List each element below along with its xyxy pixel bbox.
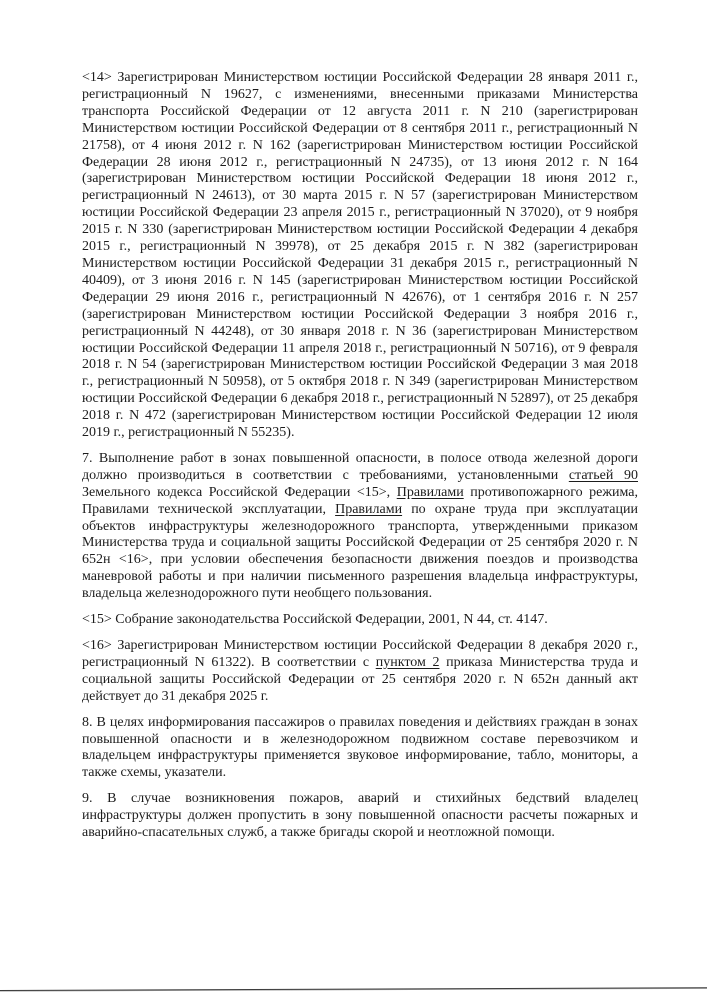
text-run: <14> Зарегистрирован Министерством юстиции Российской Федерации 28 января 2011 г., регистрационный N 19627, с изменениями, внесенными приказами Министерства транспорта Российской Федерации от 12 августа 2011 г. N 210 (зарегистрирован Министерством юстиции Российской Федерации от 8 сентября 2011 г., регистрационный N 21758), от 4 июня 2012 г. N 162 (зарегистрирован Министерством юстиции Российской Федерации 28 июня 2012 г., регистрационный N 24735), от 13 июня 2012 г. N 164 (зарегистрирован Министерством юстиции Российской Федерации 18 июня 2012 г., регистрационный N 24613), от 30 марта 2015 г. N 57 (зарегистрирован Министерством юстиции Российской Федерации 23 апреля 2015 г., регистрационный N 37020), от 9 ноября 2015 г. N 330 (зарегистрирован Министерством юстиции Российской Федерации 4 декабря 2015 г., регистрационный N 39978), от 25 декабря 2015 г. N 382 (зарегистрирован Министерством юстиции Российской Федерации 31 декабря 2015 г., регистрационный N 40409), от 3 июня 2016 г. N 145 (зарегистрирован Министерством юстиции Российской Федерации 29 июня 2016 г., регистрационный N 42676), от 1 сентября 2016 г. N 257 (зарегистрирован Министерством юстиции Российской Федерации 3 ноября 2016 г., регистрационный N 44248), от 30 января 2018 г. N 36 (зарегистрирован Министерством юстиции Российской Федерации 11 апреля 2018 г., регистрационный N 50716), от 9 февраля 2018 г. N 54 (зарегистрирован Министерством юстиции Российской Федерации 3 мая 2018 г., регистрационный N 50958), от 5 октября 2018 г. N 349 (зарегистрирован Министерством юстиции Российской Федерации 6 декабря 2018 г., регистрационный N 52897), от 25 декабря 2018 г. N 472 (зарегистрирован Министерством юстиции Российской Федерации 12 июля 2019 г., регистрационный N 55235). (82, 70, 638, 441)
text-run: 9. В случае возникновения пожаров, аварий и стихийных бедствий владелец инфраструктуры должен пропустить в зону повышенной опасности расчеты пожарных и аварийно-спасательных служб, а также бригады скорой и неотложной помощи. (82, 791, 638, 841)
text-run: Земельного кодекса Российской Федерации <15>, (82, 484, 397, 500)
inline-link[interactable]: пунктом 2 (375, 654, 440, 670)
text-run: по охране труда при эксплуатации объектов инфраструктуры железнодорожного транспорта, утвержденными приказом Министерства труда и социальной защиты Российской Федерации от 25 сентября 2020 г. N 652н <16>, при условии обеспечения безопасности движения поездов и производства маневровой работы и при наличии письменного разрешения владельца инфраструктуры, владельца железнодорожного пути необщего пользования. (82, 501, 638, 602)
inline-link[interactable]: статьей 90 (568, 467, 638, 483)
footnote-14 (82, 70, 638, 442)
text-run: <15> Собрание законодательства Российской Федерации, 2001, N 44, ст. 4147. (82, 612, 548, 628)
text-run: 7. Выполнение работ в зонах повышенной опасности, в полосе отвода железной дороги должно производиться в соответствии с требованиями, установленными (82, 450, 638, 483)
inline-link[interactable]: Правилами (396, 484, 464, 500)
page-bottom-edge (0, 987, 707, 991)
footnote-16 (82, 638, 638, 706)
paragraph-8 (82, 715, 638, 783)
document-text (82, 70, 638, 851)
text-run: приказа Министерства труда и социальной защиты Российской Федерации от 25 сентября 2020 г. N 652н данный акт действует до 31 декабря 2025 г. (82, 654, 639, 704)
text-run: 8. В целях информирования пассажиров о правилах поведения и действиях граждан в зонах повышенной опасности и в железнодорожном подвижном составе перевозчиком и владельцем инфраструктуры применяется звуковое информирование, табло, мониторы, а также схемы, указатели. (82, 714, 638, 781)
text-run: <16> Зарегистрирован Министерством юстиции Российской Федерации 8 декабря 2020 г., регистрационный N 61322). В соответствии с (82, 638, 638, 670)
footnote-15 (82, 612, 638, 629)
text-run: противопожарного режима, Правилами технической эксплуатации, (82, 484, 638, 517)
paragraph-9 (82, 791, 638, 842)
paragraph-7 (82, 451, 638, 603)
inline-link[interactable]: Правилами (335, 501, 403, 517)
